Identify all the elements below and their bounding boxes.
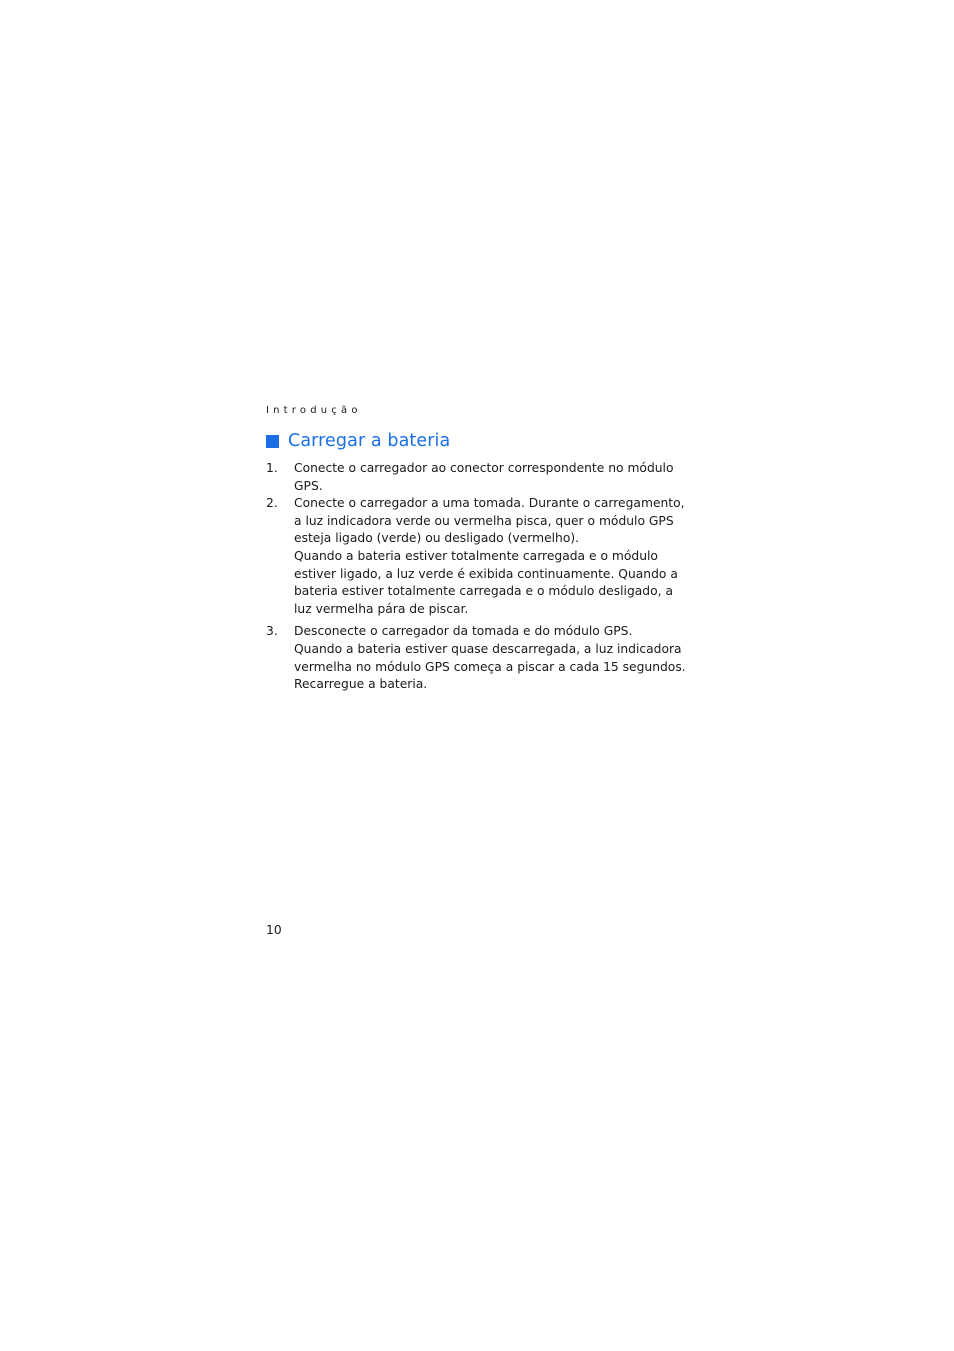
step-body	[294, 460, 686, 495]
running-header: Introdução	[266, 405, 362, 416]
step-paragraph: Conecte o carregador a uma tomada. Durante o carregamento, a luz indicadora verde ou vermelha pisca, quer o módulo GPS esteja ligado (verde) ou desligado (vermelho).	[294, 496, 685, 546]
step-item	[266, 460, 686, 495]
step-paragraph: Desconecte o carregador da tomada e do módulo GPS.	[294, 624, 633, 639]
step-item	[266, 623, 686, 693]
step-number: 3.	[266, 624, 278, 639]
section-heading	[266, 431, 450, 451]
step-number: 2.	[266, 496, 278, 511]
step-body	[294, 623, 686, 693]
step-paragraph: Quando a bateria estiver totalmente carregada e o módulo estiver ligado, a luz verde é exibida continuamente. Quando a bateria estiver totalmente carregada e o módulo desligado, a luz vermelha pára de piscar.	[294, 548, 678, 616]
step-paragraph: Conecte o carregador ao conector correspondente no módulo GPS.	[294, 461, 674, 493]
step-paragraph: Quando a bateria estiver quase descarregada, a luz indicadora vermelha no módulo GPS começa a piscar a cada 15 segundos. Recarregue a bateria.	[294, 641, 686, 692]
step-body	[294, 495, 686, 618]
section-title: Carregar a bateria	[288, 431, 451, 451]
numbered-steps-list	[266, 460, 686, 694]
page-number: 10	[266, 923, 282, 937]
step-item	[266, 495, 686, 618]
step-number: 1.	[266, 461, 278, 475]
square-bullet-icon	[266, 435, 279, 448]
